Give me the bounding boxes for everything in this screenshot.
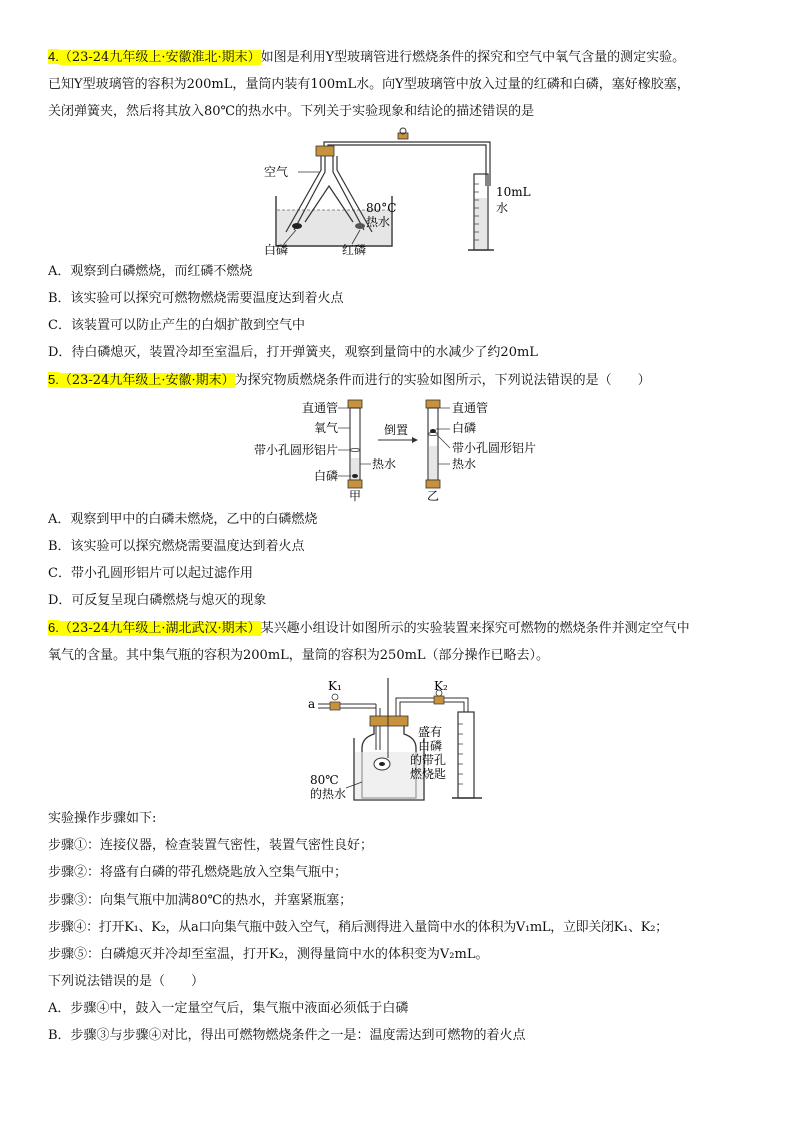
q6-label-spoon-2: 白磷: [418, 739, 443, 753]
q4-option-b[interactable]: B．该实验可以探究可燃物燃烧需要温度达到着火点: [48, 291, 344, 306]
q4-number: 4.: [48, 49, 59, 64]
q4-label-red-p: 红磷: [342, 243, 367, 257]
q5-label-tube-right: 直通管: [452, 401, 489, 415]
q6-option-b[interactable]: B．步骤③与步骤④对比，得出可燃物燃烧条件之一是：温度需达到可燃物的着火点: [48, 1028, 526, 1043]
q6-label-a: a: [308, 697, 316, 711]
q4-label-white-p: 白磷: [264, 243, 289, 257]
q5-label-invert: 倒置: [384, 423, 409, 437]
q4-option-a[interactable]: A．观察到白磷燃烧，而红磷不燃烧: [48, 264, 253, 279]
q6-number: 6.: [48, 620, 59, 635]
q4-stem-line-3: 关闭弹簧夹，然后将其放入80℃的热水中。下列关于实验现象和结论的描述错误的是: [48, 104, 535, 119]
q6-step-4: 步骤④：打开K₁、K₂，从a口向集气瓶中鼓入空气，稍后测得进入量筒中水的体积为V₁mL，立即关闭K₁、K₂；: [48, 920, 668, 935]
q5-label-plate-left: 带小孔圆形铝片: [254, 443, 339, 457]
q5-label-white-p-right: 白磷: [452, 421, 477, 435]
q4-source: （23-24九年级上·安徽淮北·期末）: [58, 50, 261, 65]
q6-step-5: 步骤⑤：白磷熄灭并冷却至室温，打开K₂，测得量筒中水的体积变为V₂mL。: [48, 947, 489, 962]
q5-option-a[interactable]: A．观察到甲中的白磷未燃烧，乙中的白磷燃烧: [48, 512, 318, 527]
q5-label-yi: 乙: [427, 489, 440, 503]
q6-stem-line-2: 氧气的含量。其中集气瓶的容积为200mL，量筒的容积为250mL（部分操作已略去）。: [48, 648, 550, 663]
q5-label-hot-water-right: 热水: [452, 457, 477, 471]
q4-label-air: 空气: [264, 165, 289, 179]
q5-option-d[interactable]: D．可反复呈现白磷燃烧与熄灭的现象: [48, 593, 267, 608]
q6-step-1: 步骤①：连接仪器，检查装置气密性，装置气密性良好；: [48, 838, 374, 853]
q6-label-water-1: 80℃: [310, 773, 339, 787]
q6-label-spoon-3: 的带孔: [410, 753, 447, 767]
q5-figure: [250, 396, 550, 502]
q4-label-hot-water: 热水: [366, 215, 391, 229]
q5-option-b[interactable]: B．该实验可以探究燃烧需要温度达到着火点: [48, 539, 305, 554]
q4-label-temp: 80°C: [366, 201, 397, 215]
q6-label-k2: K₂: [434, 679, 448, 693]
spring-clamp-icon: [398, 128, 408, 139]
q5-label-plate-right: 带小孔圆形铝片: [452, 441, 537, 455]
q5-label-white-p-left: 白磷: [314, 469, 339, 483]
q6-label-k1: K₁: [328, 679, 342, 693]
q6-label-water-2: 的热水: [310, 787, 347, 801]
q5-option-c[interactable]: C．带小孔圆形铝片可以起过滤作用: [48, 566, 253, 581]
q6-label-spoon-4: 燃烧匙: [410, 767, 447, 781]
q4-label-water: 水: [496, 201, 509, 215]
q5-stem: 5.（23-24九年级上·安徽·期末）为探究物质燃烧条件而进行的实验如图所示，下列说法错误的是（ ）: [48, 372, 651, 388]
q5-label-oxygen: 氧气: [314, 421, 339, 435]
q6-steps-title: 实验操作步骤如下:: [48, 811, 157, 826]
q5-label-jia: 甲: [349, 489, 362, 503]
q6-step-2: 步骤②：将盛有白磷的带孔燃烧匙放入空集气瓶中；: [48, 865, 348, 880]
q6-figure: [306, 676, 506, 804]
q6-label-spoon-1: 盛有: [418, 725, 443, 739]
q6-source: （23-24九年级上·湖北武汉·期末）: [58, 621, 261, 636]
q4-option-c[interactable]: C．该装置可以防止产生的白烟扩散到空气中: [48, 318, 305, 333]
q6-stem-line-1: 6.（23-24九年级上·湖北武汉·期末）某兴趣小组设计如图所示的实验装置来探究可燃物的燃烧条件并测定空气中: [48, 620, 690, 636]
q6-step-3: 步骤③：向集气瓶中加满80℃的热水，并塞紧瓶塞；: [48, 893, 353, 908]
q4-option-d[interactable]: D．待白磷熄灭，装置冷却至室温后，打开弹簧夹，观察到量筒中的水减少了约20mL: [48, 345, 538, 360]
q4-stem-line-2: 已知Y型玻璃管的容积为200mL，量筒内装有100mL水。向Y型玻璃管中放入过量的红磷和白磷，塞好橡胶塞，: [48, 77, 690, 92]
q5-label-tube-left: 直通管: [302, 401, 339, 415]
q5-number: 5.: [48, 372, 59, 387]
q4-label-vol: 10mL: [496, 185, 531, 199]
q5-source: （23-24九年级上·安徽·期末）: [58, 373, 235, 388]
q6-question: 下列说法错误的是（ ）: [48, 974, 205, 989]
q5-label-hot-water-left: 热水: [372, 457, 397, 471]
q4-figure: [262, 126, 532, 256]
q4-stem-line-1: 4.（23-24九年级上·安徽淮北·期末）如图是利用Y型玻璃管进行燃烧条件的探究和空气中氧气含量的测定实验。: [48, 49, 686, 65]
q6-option-a[interactable]: A．步骤④中，鼓入一定量空气后，集气瓶中液面必须低于白磷: [48, 1001, 409, 1016]
